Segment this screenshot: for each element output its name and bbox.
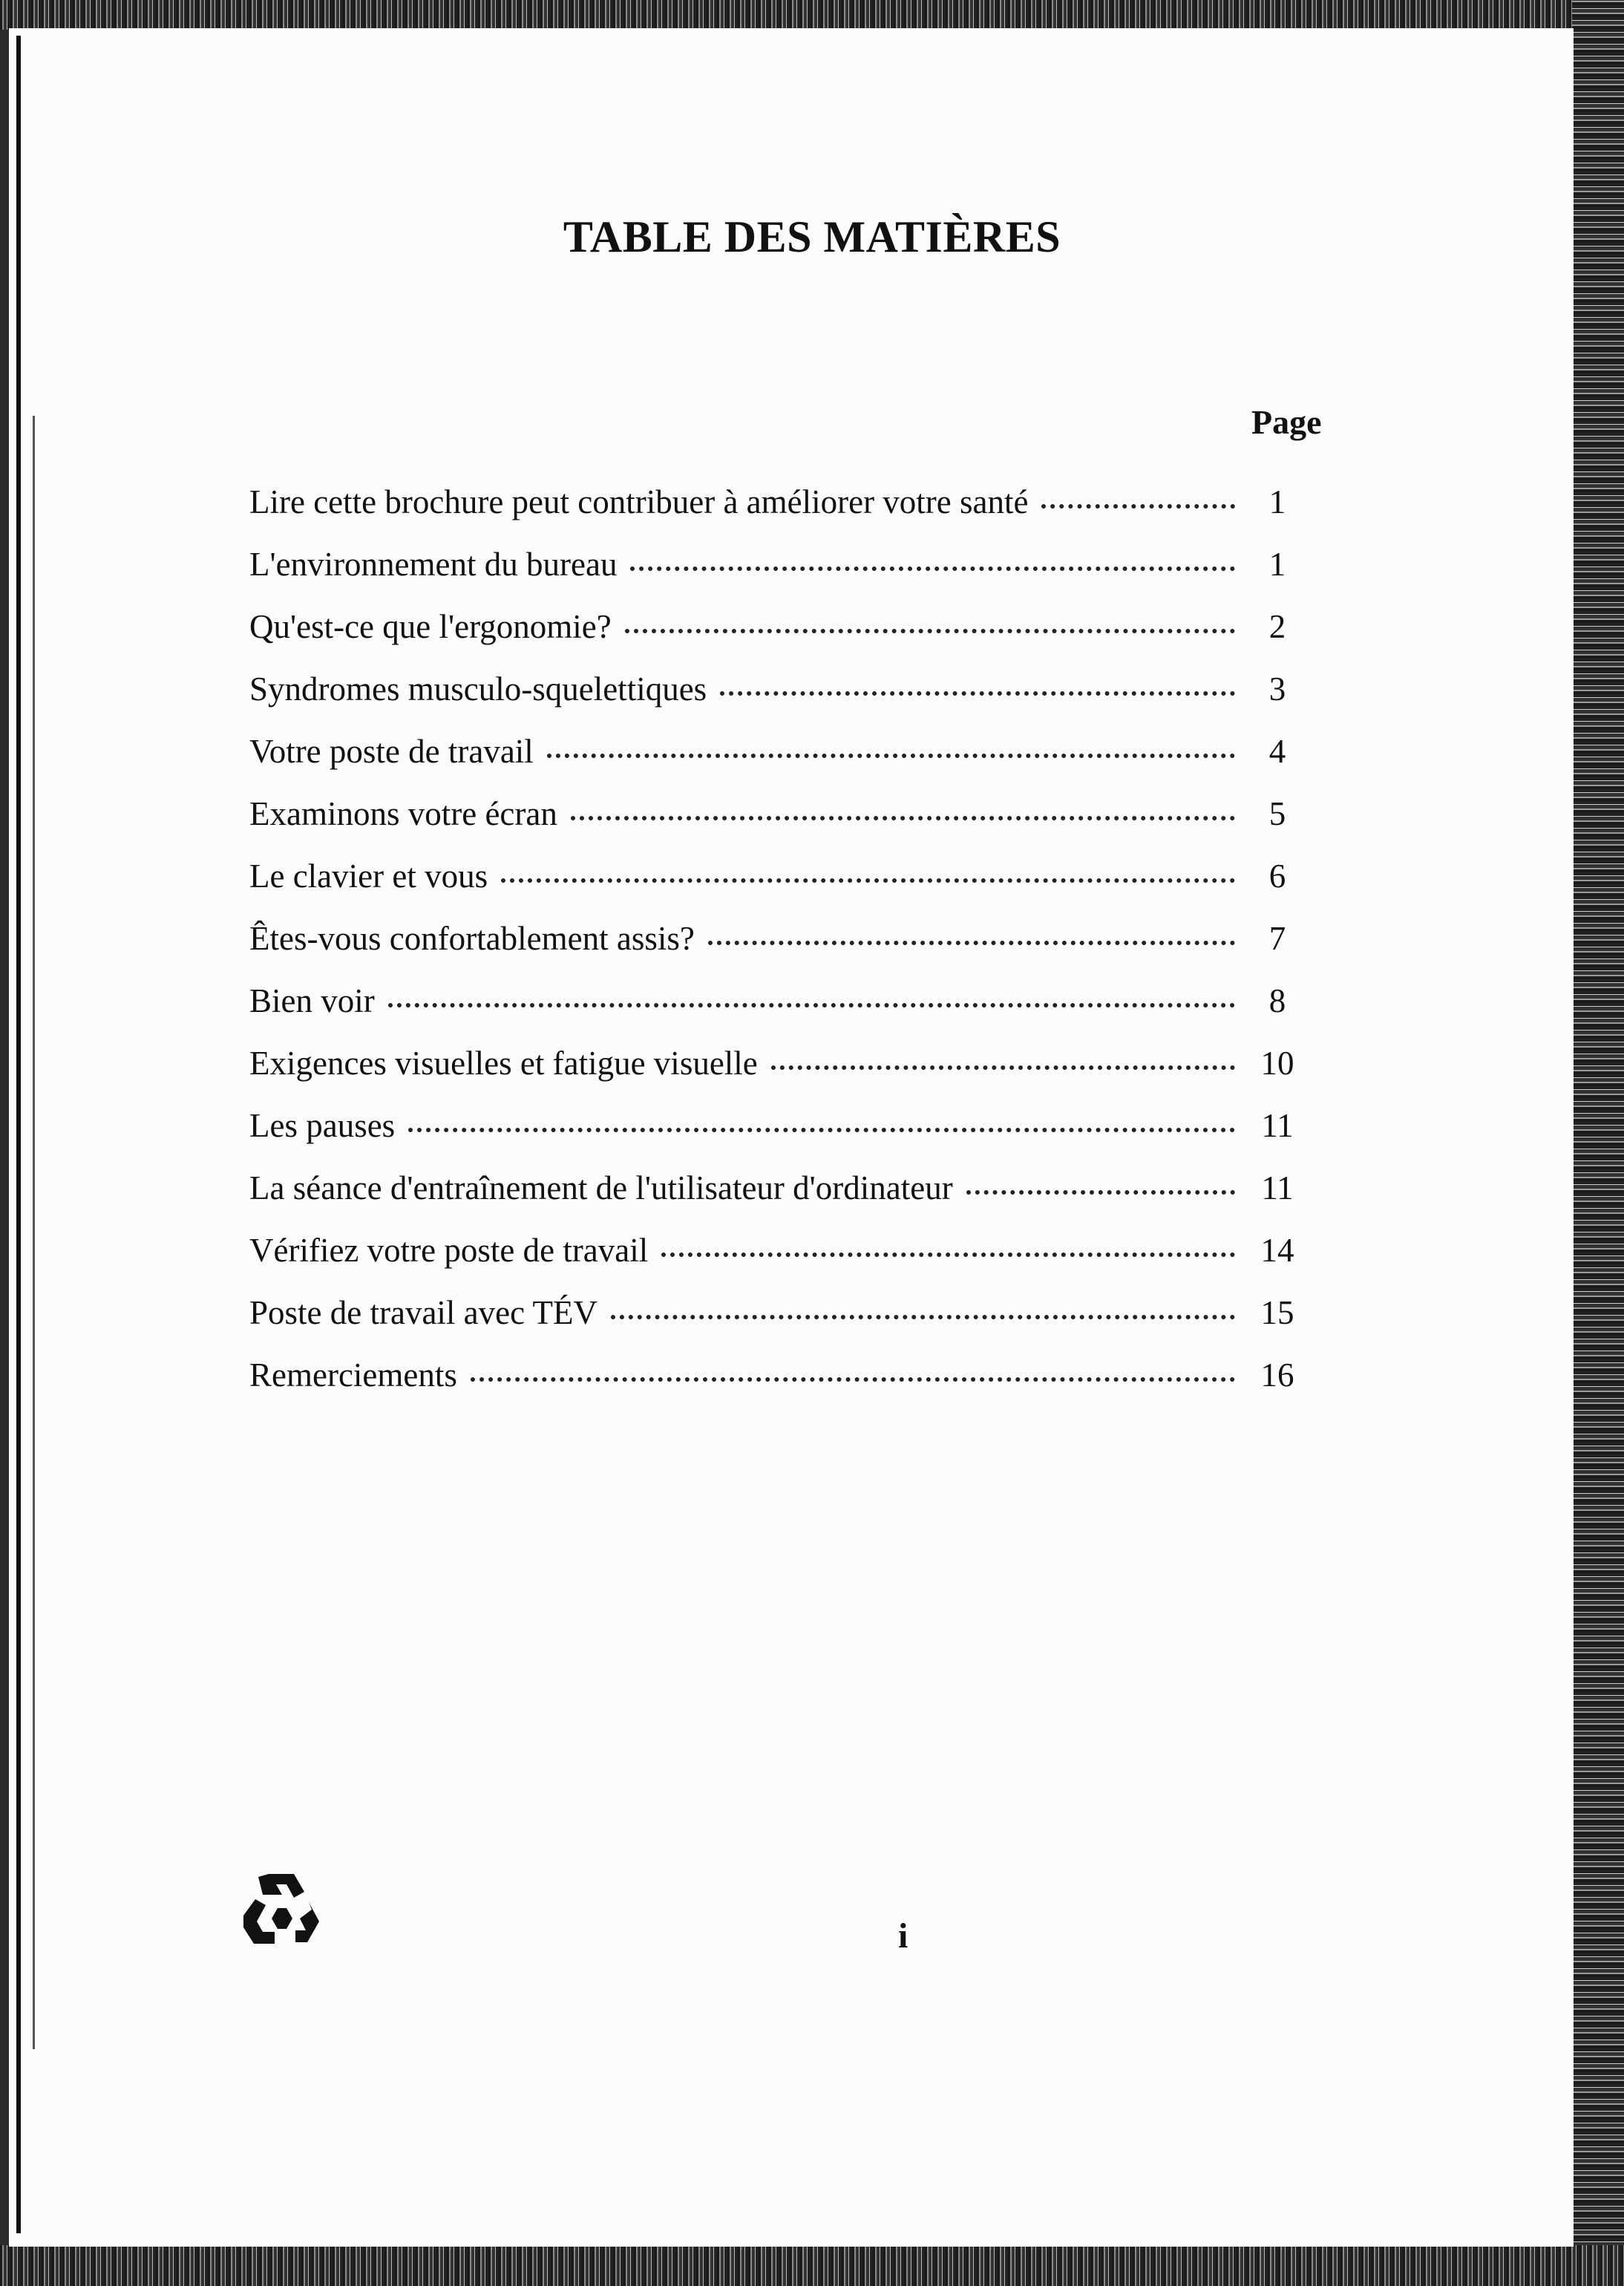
toc-leader-dots [771, 1058, 1235, 1070]
toc-entry-page: 4 [1268, 733, 1286, 770]
toc-entry-title: Remerciements [249, 1356, 457, 1394]
toc-entry [249, 1356, 1303, 1418]
toc-entry-page: 7 [1268, 920, 1286, 957]
page-column-header: Page [1251, 403, 1322, 441]
toc-leader-dots [611, 1307, 1235, 1319]
toc-entry-page: 8 [1268, 982, 1286, 1019]
toc-entry-page: 3 [1268, 670, 1286, 708]
toc-entry [249, 982, 1303, 1044]
toc-entry-page: 11 [1261, 1169, 1294, 1206]
toc-entry [249, 1106, 1303, 1169]
toc-entry-title: Êtes-vous confortablement assis? [249, 920, 695, 957]
toc-entry-title: Exigences visuelles et fatigue visuelle [249, 1045, 758, 1082]
toc-entry-page: 1 [1268, 546, 1286, 583]
scan-edge-bottom [0, 2245, 1624, 2286]
toc-entry [249, 857, 1303, 919]
toc-leader-dots [471, 1370, 1235, 1382]
toc-entry-title: Syndromes musculo-squelettiques [249, 670, 707, 708]
toc-entry-page: 2 [1268, 608, 1286, 645]
toc-entry [249, 1044, 1303, 1106]
toc-entry-title: L'environnement du bureau [249, 546, 618, 583]
toc-leader-dots [571, 809, 1235, 820]
toc-entry-title: Les pauses [249, 1107, 396, 1144]
toc-leader-dots [547, 746, 1235, 758]
toc-entry-page: 1 [1268, 483, 1286, 520]
toc-entry-page: 6 [1268, 858, 1286, 895]
scan-edge-top [0, 0, 1624, 30]
toc-entry [249, 794, 1303, 857]
toc-entry-page: 16 [1260, 1356, 1294, 1394]
toc-entry [249, 483, 1303, 545]
toc-entry-page: 11 [1261, 1107, 1294, 1144]
toc-leader-dots [625, 621, 1235, 633]
scan-edge-right [1572, 0, 1624, 2286]
binding-edge-line-secondary [33, 416, 35, 2049]
toc-entry [249, 607, 1303, 670]
toc-entry [249, 919, 1303, 982]
toc-entry-page: 5 [1268, 795, 1286, 832]
toc-leader-dots [966, 1183, 1235, 1195]
page-number: i [898, 1916, 908, 1956]
toc-entry-title: Votre poste de travail [249, 733, 534, 770]
toc-entry-page: 10 [1260, 1045, 1294, 1082]
toc-leader-dots [720, 684, 1235, 696]
toc-entry-title: Lire cette brochure peut contribuer à améliorer votre santé [249, 483, 1029, 520]
toc-entry [249, 545, 1303, 607]
toc-entry [249, 1231, 1303, 1293]
recycle-icon [240, 1869, 322, 1950]
toc-leader-dots [630, 559, 1235, 571]
toc-entry [249, 1169, 1303, 1231]
toc-entry-page: 15 [1260, 1294, 1294, 1331]
page-title: TABLE DES MATIÈRES [563, 212, 1061, 261]
toc-entry-title: Examinons votre écran [249, 795, 557, 832]
toc-entry-title: Le clavier et vous [249, 858, 488, 895]
toc-leader-dots [1041, 497, 1235, 509]
toc-entry-title: Bien voir [249, 982, 375, 1019]
toc-leader-dots [661, 1245, 1235, 1257]
toc-leader-dots [708, 933, 1235, 945]
toc-leader-dots [388, 996, 1235, 1008]
toc-entry [249, 732, 1303, 794]
toc-leader-dots [501, 871, 1235, 883]
toc-entry [249, 1293, 1303, 1356]
toc-entry-title: Qu'est-ce que l'ergonomie? [249, 608, 612, 645]
binding-edge-line [16, 36, 21, 2233]
toc-entry-title: Vérifiez votre poste de travail [249, 1232, 649, 1269]
toc-entry-title: La séance d'entraînement de l'utilisateur d'ordinateur [249, 1169, 953, 1206]
toc-entry-page: 14 [1260, 1232, 1294, 1269]
table-of-contents [249, 483, 1303, 1418]
toc-entry-title: Poste de travail avec TÉV [249, 1294, 598, 1331]
toc-leader-dots [408, 1120, 1235, 1132]
toc-entry [249, 670, 1303, 732]
